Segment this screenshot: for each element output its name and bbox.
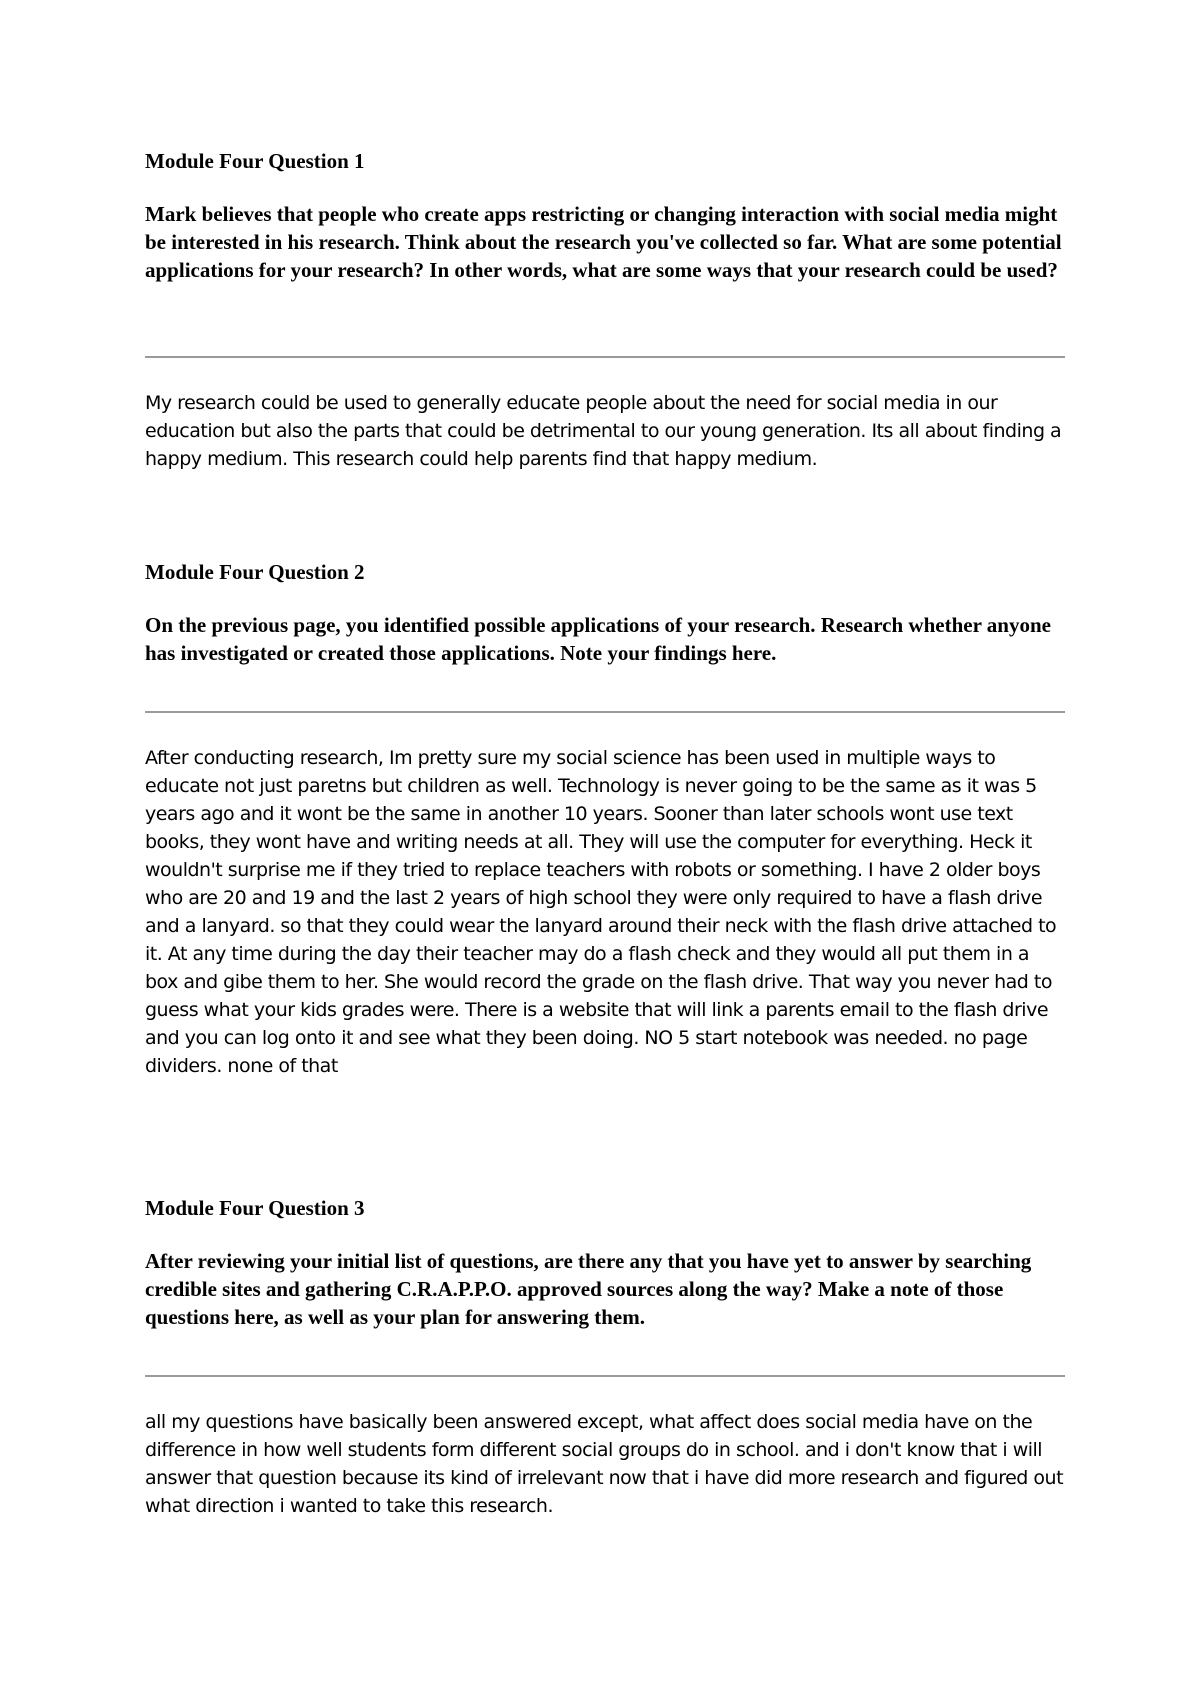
question-answer: After conducting research, Im pretty sure my social science has been used in multiple ways to educate not just paretns but children as well. Technology is never going to be the same as it was 5 years ago and it wont be the same in another 10 years. Sooner than later schools wont use text books, they wont have and writing needs at all. They will use the computer for everything. Heck it wouldn't surprise me if they tried to replace teachers with robots or something. I have 2 older boys who are 20 and 19 and the last 2 years of high school they were only required to have a flash drive and a lanyard. so that they could wear the lanyard around their neck with the flash drive attached to it. At any time during the day their teacher may do a flash check and they would all put them in a box and gibe them to her. She would record the grade on the flash drive. That way you never had to guess what your kids grades were. There is a website that will link a parents email to the flash drive and you can log onto it and see what they been doing. NO 5 start notebook was needed. no page dividers. none of that [145,747,1057,1077]
question-section-1 [145,147,1065,284]
question-answer: all my questions have basically been answered except, what affect does social media have on the difference in how well students form different social groups do in school. and i don't know that i will answer that question because its kind of irrelevant now that i have did more research and figured out what direction i wanted to take this research. [145,1411,1064,1517]
question-title: Module Four Question 1 [145,149,365,173]
question-prompt: Mark believes that people who create apps restricting or changing interaction with social media might be interested in his research. Think about the research you've collected so far. What are some potential applications for your research? In other words, what are some ways that your research could be used? [145,202,1062,282]
question-section-2 [145,558,1065,667]
question-section-3 [145,1194,1065,1331]
document-page [145,0,1065,1696]
question-answer: My research could be used to generally educate people about the need for social media in our education but also the parts that could be detrimental to our young generation. Its all about finding a happy medium. This research could help parents find that happy medium. [145,392,1062,470]
question-prompt: On the previous page, you identified possible applications of your research. Research whether anyone has investigated or created those applications. Note your findings here. [145,613,1051,665]
question-title: Module Four Question 3 [145,1196,365,1220]
answer-divider [145,1375,1065,1377]
answer-divider [145,356,1065,358]
answer-divider [145,711,1065,713]
question-title: Module Four Question 2 [145,560,365,584]
question-prompt: After reviewing your initial list of questions, are there any that you have yet to answer by searching credible sites and gathering C.R.A.P.P.O. approved sources along the way? Make a note of those questions here, as well as your plan for answering them. [145,1249,1032,1329]
